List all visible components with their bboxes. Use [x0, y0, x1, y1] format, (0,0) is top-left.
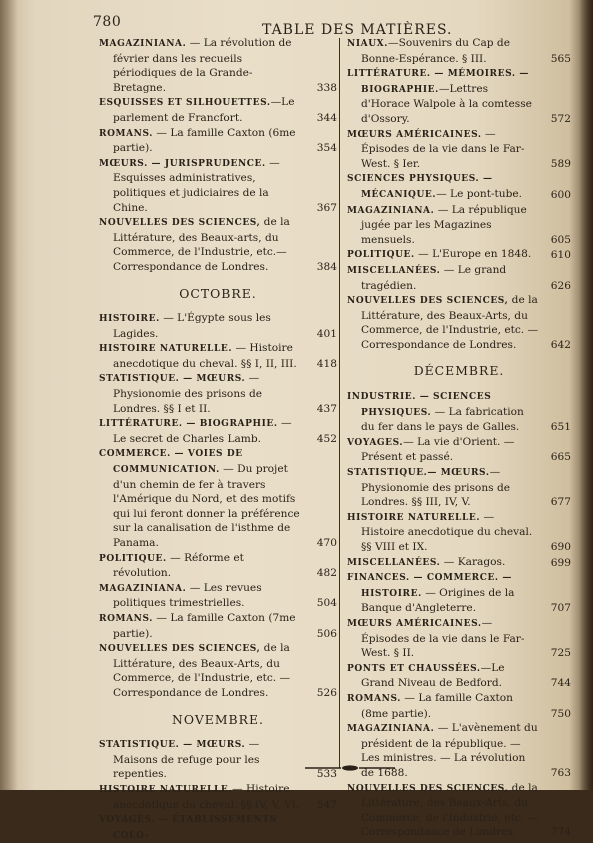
entry-rubric: ESQUISSES ET SILHOUETTES. — [99, 98, 271, 109]
toc-entry — [347, 435, 571, 465]
entry-rubric: STATISTIQUE. — MŒURS. — [99, 374, 246, 385]
left-column — [99, 36, 337, 843]
entry-title: — Physionomie des prisons de Londres. §§ III, IV, V. — [361, 466, 510, 509]
entry-page-number: 452 — [316, 432, 337, 445]
entry-rubric: INDUSTRIE. — SCIENCES PHYSIQUES. — [347, 392, 492, 418]
entry-title: de la Littérature, des Beaux-arts, du Commerce, de l'Industrie, etc.— Correspondance de Londres. — [113, 216, 290, 273]
toc-entry — [99, 311, 337, 341]
toc-entry — [99, 611, 337, 641]
entry-rubric: MISCELLANÉES. — [347, 265, 441, 276]
entry-rubric: ROMANS. — [99, 613, 154, 624]
entry-page-number: 354 — [316, 142, 337, 155]
toc-entry — [99, 812, 337, 843]
entry-group-right-top — [347, 36, 571, 352]
footer-ornament — [305, 764, 395, 772]
toc-entry — [99, 215, 337, 274]
entry-page-number: 774 — [550, 826, 571, 839]
entry-title: —Le parlement de Francfort. — [113, 96, 295, 124]
entry-rubric: HISTOIRE NATURELLE. — [99, 344, 233, 355]
entry-rubric: MŒURS AMÉRICAINES. — [347, 129, 482, 140]
entry-rubric: NOUVELLES DES SCIENCES, — [99, 644, 261, 655]
entry-page-number: 600 — [550, 188, 571, 201]
entry-title: — Du projet d'un chemin de fer à travers l'Amérique du Nord, et des motifs qui lui feront donner la préférence sur la canalisation de l'isthme de Panama. — [113, 463, 300, 549]
entry-title: — Physionomie des prisons de Londres. §§ I et II. — [113, 372, 262, 415]
entry-rubric: NOUVELLES DES SCIENCES, — [347, 783, 509, 794]
entry-page-number: 344 — [316, 111, 337, 124]
toc-entry — [347, 203, 571, 248]
toc-entry — [99, 126, 337, 156]
entry-rubric: MAGAZINIANA. — [99, 39, 187, 49]
column-divider — [339, 38, 340, 768]
entry-rubric: MISCELLANÉES. — [347, 557, 441, 568]
entry-page-number: 533 — [316, 768, 337, 781]
entry-title: — Réforme et révolution. — [113, 551, 244, 580]
toc-entry — [347, 389, 571, 435]
toc-entry — [99, 641, 337, 700]
entry-rubric: PONTS ET CHAUSSÉES. — [347, 663, 481, 674]
entry-group-octobre — [99, 311, 337, 700]
entry-rubric: LITTÉRATURE. — BIOGRAPHIE. — [99, 419, 278, 430]
toc-entry — [347, 171, 571, 202]
entry-title: — Épisodes de la vie dans le Far-West. § II. — [361, 616, 525, 660]
entry-rubric: HISTOIRE NATURELLE. — [347, 512, 481, 523]
page-title: TABLE DES MATIÈRES. — [262, 22, 453, 38]
entry-page-number: 482 — [316, 567, 337, 580]
entry-title: — Esquisses administratives, politiques et judiciaires de la Chine. — [113, 156, 280, 214]
section-title-octobre: OCTOBRE. — [179, 285, 257, 301]
entry-title: — La vie d'Orient. — Présent et passé. — [361, 435, 515, 464]
toc-entry — [347, 691, 571, 721]
entry-page-number: 699 — [550, 556, 571, 569]
entry-title: — L'Europe en 1848. — [414, 248, 532, 261]
section-title-novembre: NOVEMBRE. — [172, 711, 264, 727]
toc-entry — [347, 781, 571, 840]
toc-entry — [347, 661, 571, 691]
page-number: 780 — [93, 14, 122, 30]
toc-entry — [347, 293, 571, 352]
entry-title: — La révolution de février dans les recueils périodiques de la Grande-Bretagne. — [113, 37, 292, 94]
entry-page-number: 642 — [550, 338, 571, 351]
entry-title: — L'avènement du président de la république. — Les ministres. — La révolution de 1688. — [361, 722, 538, 779]
toc-entry — [99, 156, 337, 215]
entry-page-number: 547 — [316, 798, 337, 811]
entry-title: — La famille Caxton (7me partie). — [113, 611, 296, 640]
entry-page-number: 401 — [316, 327, 337, 340]
entry-page-number: 750 — [550, 707, 571, 720]
entry-page-number: 744 — [550, 677, 571, 690]
entry-title: — Maisons de refuge pour les repenties. — [113, 738, 260, 781]
right-column — [347, 36, 571, 840]
entry-page-number: 651 — [550, 421, 571, 434]
entry-rubric: HISTOIRE. — [99, 314, 160, 325]
entry-page-number: 526 — [316, 686, 337, 699]
entry-title: — L'Égypte sous les Lagides. — [113, 312, 271, 340]
toc-entry — [347, 555, 571, 571]
entry-rubric: NIAUX. — [347, 39, 388, 49]
entry-page-number: 605 — [550, 233, 571, 246]
toc-entry — [99, 551, 337, 581]
toc-entry — [99, 371, 337, 416]
toc-entry — [347, 616, 571, 661]
entry-group-decembre — [347, 389, 571, 840]
entry-title: —Lettres d'Horace Walpole à la comtesse d'Ossory. — [361, 82, 532, 125]
page-edge-shadow — [579, 0, 593, 790]
entry-title: —Le Grand Niveau de Bedford. — [361, 661, 505, 690]
entry-title: de la Littérature, des Beaux-Arts, du Commerce, de l'Industrie, etc. — Correspondance de Londres. — [361, 781, 539, 839]
entry-group-left-top — [99, 36, 337, 275]
entry-rubric: MAGAZINIANA. — [347, 205, 435, 216]
entry-rubric: MAGAZINIANA. — [99, 583, 187, 594]
toc-entry — [99, 36, 337, 95]
entry-title: — Histoire anecdotique du cheval. §§ I, II, III. — [113, 342, 297, 370]
entry-rubric: LITTÉRATURE. — MÉMOIRES. — BIOGRAPHIE. — [347, 69, 529, 95]
entry-page-number: 626 — [550, 279, 571, 292]
toc-entry — [347, 570, 571, 616]
entry-title: — Les revues politiques trimestrielles. — [113, 581, 262, 610]
entry-page-number: 690 — [550, 541, 571, 553]
entry-rubric: POLITIQUE. — [347, 250, 415, 261]
toc-entry — [347, 66, 571, 126]
toc-entry — [99, 446, 337, 550]
entry-title: — La république jugée par les Magazines mensuels. — [361, 203, 527, 246]
toc-entry — [347, 127, 571, 172]
entry-title: —Souvenirs du Cap de Bonne-Espérance. § III. — [361, 37, 510, 65]
entry-title: — La famille Caxton (8me partie). — [361, 691, 514, 720]
section-title-decembre: DÉCEMBRE. — [413, 363, 505, 379]
entry-group-novembre — [99, 737, 337, 843]
entry-title: — Le grand tragédien. — [361, 263, 507, 292]
entry-rubric: STATISTIQUE. — MŒURS. — [99, 740, 246, 751]
entry-page-number: 763 — [550, 766, 571, 779]
spine-shadow — [0, 0, 18, 790]
entry-page-number: 610 — [550, 249, 571, 262]
entry-page-number: 565 — [550, 52, 571, 65]
entry-rubric: HISTOIRE NATURELLE. — [99, 784, 233, 795]
entry-page-number: 677 — [550, 496, 571, 509]
entry-page-number: 504 — [316, 597, 337, 610]
entry-title: de la Littérature, des Beaux-Arts, du Commerce, de l'Industrie, etc. — Correspondance de Londres. — [361, 294, 539, 351]
entry-page-number: 725 — [550, 647, 571, 660]
entry-title: — Histoire anecdotique du cheval. §§ IV, V, VI. — [113, 782, 300, 811]
entry-rubric: STATISTIQUE.— MŒURS. — [347, 468, 490, 479]
entry-title: — Karagos. — [440, 555, 506, 568]
entry-page-number: 470 — [316, 537, 337, 549]
toc-entry — [99, 581, 337, 611]
toc-entry — [347, 36, 571, 66]
entry-page-number: 384 — [316, 260, 337, 273]
entry-page-number: 367 — [316, 201, 337, 214]
toc-entry — [99, 95, 337, 125]
entry-title: — Le secret de Charles Lamb. — [113, 417, 292, 445]
toc-entry — [99, 416, 337, 446]
entry-page-number: 707 — [550, 602, 571, 615]
entry-page-number: 589 — [550, 157, 571, 170]
entry-rubric: NOUVELLES DES SCIENCES, — [99, 218, 261, 229]
entry-rubric: MAGAZINIANA. — [347, 724, 435, 735]
entry-title: — Épisodes de la vie dans le Far-West. § Ier. — [361, 127, 525, 170]
entry-rubric: MŒURS AMÉRICAINES. — [347, 618, 482, 629]
entry-title: — Origines de la Banque d'Angleterre. — [361, 586, 515, 615]
entry-page-number: 418 — [316, 357, 337, 370]
entry-rubric: NOUVELLES DES SCIENCES, — [347, 296, 509, 307]
entry-rubric: VOYAGES. — ÉTABLISSEMENTS COLO- — [99, 815, 277, 841]
toc-entry — [347, 247, 571, 263]
entry-rubric: FINANCES. — COMMERCE. — HISTOIRE. — [347, 573, 512, 599]
toc-entry — [347, 263, 571, 293]
entry-title: — La famille Caxton (6me partie). — [113, 126, 296, 155]
entry-page-number: 572 — [550, 112, 571, 125]
entry-title: — Le pont-tube. — [436, 187, 523, 200]
entry-page-number: 506 — [316, 627, 337, 640]
entry-rubric: POLITIQUE. — [99, 553, 167, 564]
toc-entry — [347, 465, 571, 510]
entry-title: — La fabrication du fer dans le pays de Galles. — [361, 405, 524, 434]
toc-entry — [99, 782, 337, 812]
entry-page-number: 665 — [550, 451, 571, 464]
entry-title: — Histoire anecdotique du cheval. §§ VIII et IX. — [361, 510, 533, 553]
entry-page-number: 338 — [316, 81, 337, 94]
entry-rubric: SCIENCES PHYSIQUES. — MÉCANIQUE. — [347, 174, 493, 200]
toc-entry — [99, 737, 337, 782]
entry-page-number: 437 — [316, 402, 337, 415]
entry-rubric: MŒURS. — JURISPRUDENCE. — [99, 158, 266, 169]
entry-rubric: COMMERCE. — VOIES DE COMMUNICATION. — [99, 449, 243, 476]
entry-title: de la Littérature, des Beaux-Arts, du Commerce, de l'Industrie, etc. — Correspondance de Londres. — [113, 642, 291, 699]
entry-rubric: ROMANS. — [99, 128, 154, 139]
toc-entry — [99, 341, 337, 371]
entry-rubric: VOYAGES. — [347, 437, 404, 448]
entry-rubric: ROMANS. — [347, 693, 402, 704]
toc-entry — [347, 510, 571, 555]
